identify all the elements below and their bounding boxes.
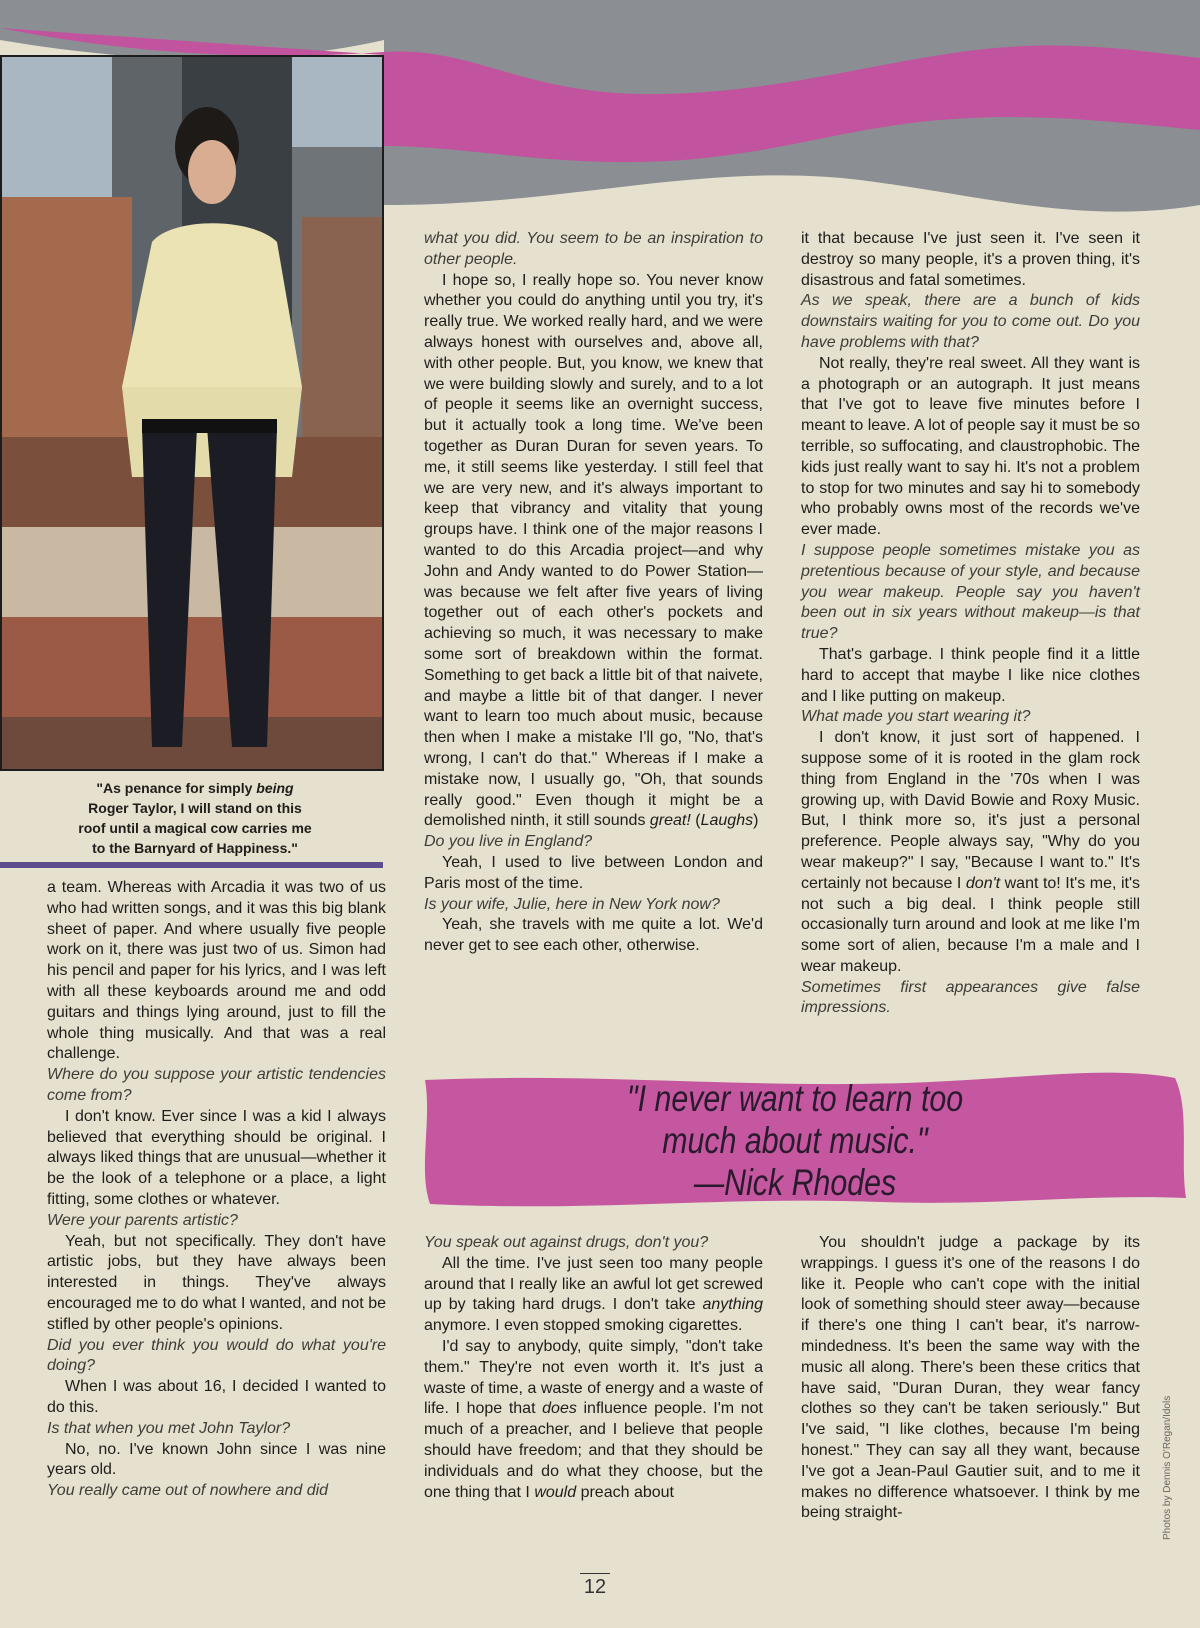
caption-text: "As penance for simply [96, 780, 257, 796]
paragraph: it that because I've just seen it. I've seen it destroy so many people, it's a proven thing, it's disastrous and fatal sometimes. [801, 230, 1140, 289]
answer-text: want to! It's me, it's not such a big deal. I think people still occasionally turn around and look at me like I'm some sort of alien, because I'm a male and I wear makeup. [801, 874, 1141, 975]
caption-text: Roger Taylor, I will stand on this [88, 800, 302, 816]
photo-icon [2, 57, 382, 769]
interview-answer: Yeah, but not specifically. They don't have artistic jobs, but they have always been interested in things. They've always encouraged me to do what I wanted, and not be stifled by other people's opinions. [47, 1232, 386, 1333]
interview-question: Is that when you met John Taylor? [47, 1419, 291, 1437]
interview-question: Did you ever think you would do what you're doing? [47, 1336, 386, 1375]
interview-answer: No, no. I've known John since I was nine years old. [47, 1440, 386, 1479]
column-2-bottom [424, 1233, 763, 1503]
answer-emphasis: Laughs [700, 812, 754, 830]
interview-answer [424, 271, 763, 833]
interview-answer: Yeah, she travels with me quite a lot. We'd never get to see each other, otherwise. [424, 916, 763, 955]
interview-question: You really came out of nowhere and did [47, 1482, 329, 1500]
interview-answer: I don't know. Ever since I was a kid I always believed that everything should be original. I always liked things that are unusual—whether it be the look of a telephone or a place, a light fitting, some clothes or whatever. [47, 1107, 386, 1208]
answer-text: preach about [576, 1483, 674, 1501]
caption-emphasis: being [256, 780, 294, 796]
interview-answer [424, 1337, 763, 1503]
interview-question: Where do you suppose your artistic tendencies come from? [47, 1066, 386, 1104]
interview-question: Is your wife, Julie, here in New York now? [424, 895, 720, 913]
answer-emphasis: does [542, 1400, 577, 1418]
answer-emphasis: great! [649, 812, 691, 830]
interview-question: You speak out against drugs, don't you? [424, 1234, 709, 1251]
caption-text: to the Barnyard of Happiness." [92, 840, 298, 856]
interview-answer: That's garbage. I think people find it a little hard to accept that maybe I like nice clothes and I like putting on makeup. [801, 645, 1140, 705]
answer-text: anymore. I even stopped smoking cigarettes. [424, 1317, 743, 1335]
caption-text: roof until a magical cow carries me [78, 820, 312, 836]
answer-emphasis: anything [702, 1296, 763, 1314]
answer-text: I don't know, it just sort of happened. I suppose some of it is rooted in the glam rock thing from England in the '70s when I was growing up, with David Bowie and Roxy Music. But, I think more so, it's just a personal preference. People always say, "Why do you wear makeup?" I say, "Because I want to." It's certainly not because I [801, 729, 1140, 892]
answer-text: influence people. I'm not much of a preacher, and I believe that people should have freedom; and that they should be individuals and do what they choose, but the one thing that I [424, 1400, 763, 1501]
answer-text: All the time. I've just seen too many people around that I really like an awful lot get screwed up by taking hard drugs. I don't take [424, 1254, 763, 1314]
photo-credit: Photos by Dennis O'Regan/Idols [1162, 1395, 1173, 1540]
answer-emphasis: would [534, 1483, 577, 1501]
column-3-bottom [801, 1233, 1140, 1524]
interview-question: Were your parents artistic? [47, 1211, 238, 1229]
answer-emphasis: don't [965, 874, 1001, 892]
answer-text: ) [753, 812, 759, 830]
column-2-top [424, 229, 763, 957]
pull-quote-attribution: —Nick Rhodes [693, 1162, 897, 1203]
photo-caption [0, 778, 390, 858]
caption-divider [0, 862, 383, 868]
interview-question: I suppose people sometimes mistake you as pretentious because of your style, and because you wear makeup. People say you haven't been out in six years without makeup—is that true? [801, 541, 1140, 643]
interview-answer [801, 728, 1140, 978]
column-3-top [801, 229, 1140, 1019]
interview-question: What made you start wearing it? [801, 708, 1031, 726]
interview-question: what you did. You seem to be an inspiration to other people. [424, 230, 763, 268]
page-number: 12 [580, 1576, 610, 1599]
answer-text: I'd say to anybody, quite simply, "don't take them." They're not even worth it. It's just a waste of time, a waste of energy and a waste of life. I hope that [424, 1337, 763, 1418]
paragraph: a team. Whereas with Arcadia it was two of us who had written songs, and it was this big blank sheet of paper. And where usually five people work on it, there was just two of us. Simon had his pencil and paper for his lyrics, and I was left with all these keyboards around me and odd guitars and things lying around, just to fill the whole thing musically. And that was a real challenge. [47, 879, 386, 1063]
interview-answer: You shouldn't judge a package by its wrappings. I guess it's one of the reasons I do like it. People who can't cope with the initial look of something should steer away—because if there's one thing I can't bear, it's narrow-mindedness. It's been the same way with the music all along. There's been these critics that have said, "Duran Duran, they wear fancy clothes so they can't be taken seriously." But I've said, "I like clothes, because I'm being honest." They can say all they want, because I've got a Jean-Paul Gautier suit, and to me it makes no difference whatsoever. I think by me being straight- [801, 1234, 1140, 1522]
column-1 [47, 878, 386, 1502]
interview-answer: When I was about 16, I decided I wanted to do this. [47, 1378, 386, 1416]
answer-text: I hope so, I really hope so. You never know whether you could do anything until you try, it's really true. We worked really hard, and we were always honest with ourselves and, above all, with other people. But, you know, we knew that we were building slowly and surely, and to a lot of people it seems like an overnight success, but it actually took a long time. We've been together as Duran Duran for seven years. To me, it still seems like yesterday. I still feel that we are very new, and it's always important to keep that vibrancy and vitality that young groups have. I think one of the major reasons I wanted to do this Arcadia project—and why John and Andy wanted to do Power Station—was because we felt after five years of living together out of each other's pockets and achieving so much, it was necessary to make some sort of breakdown within the format. Something to get back a little bit of that naivete, and maybe a little bit of that danger. I never want to learn too much about music, because then when I make a mistake I'll go, "No, that's wrong, I can't do that." Whereas if I make a mistake now, I usually go, "Oh, that sounds really good." Even though it might be a demolished ninth, it still sounds [424, 271, 763, 830]
interview-question: Sometimes first appearances give false impressions. [801, 978, 1140, 1017]
interview-answer: Not really, they're real sweet. All they want is a photograph or an autograph. It just means that I've got to leave five minutes before I meant to leave. A lot of people say it must be so terrible, so suffocating, and claustrophobic. The kids just really want to say hi. It's not a problem to stop for two minutes and say hi to somebody who probably owns most of the records we've ever made. [801, 354, 1140, 539]
interview-answer [424, 1254, 763, 1337]
interview-answer: Yeah, I used to live between London and Paris most of the time. [424, 853, 763, 892]
roger-taylor-photo [0, 55, 384, 771]
pull-quote-line: much about music." [662, 1120, 928, 1161]
pull-quote-line: "I never want to learn too [626, 1078, 964, 1119]
interview-question: As we speak, there are a bunch of kids downstairs waiting for you to come out. Do you have problems with that? [801, 292, 1140, 351]
pull-quote [488, 1078, 1103, 1203]
answer-text: ( [690, 812, 701, 830]
interview-question: Do you live in England? [424, 833, 593, 851]
